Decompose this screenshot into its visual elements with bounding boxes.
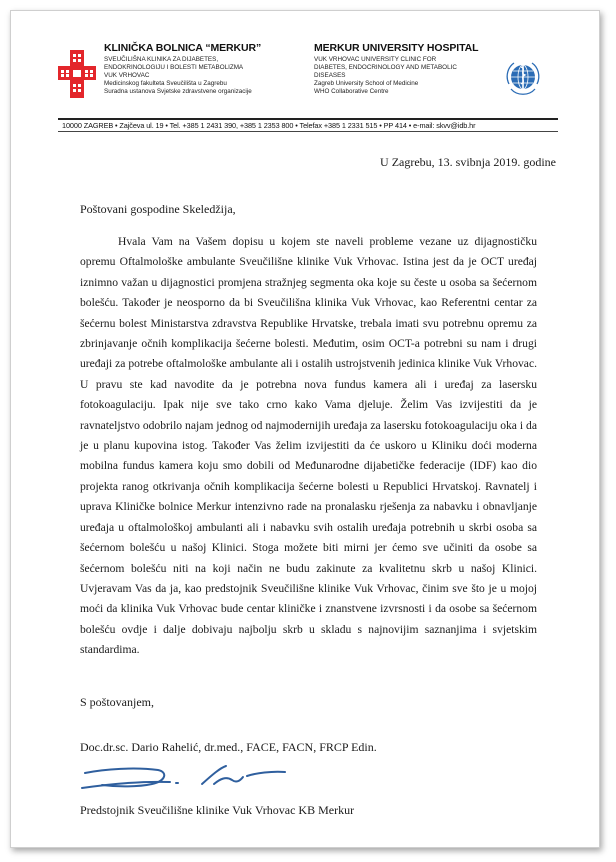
contact-info: 10000 ZAGREB • Zajčeva ul. 19 • Tel. +385 1 2431 390, +385 1 2353 800 • Telefax +385 1 2331 515 • PP 414 • e-mail: skvv@idb.hr — [62, 121, 476, 130]
letterhead-line: ENDOKRINOLOGIJU I BOLESTI METABOLIZMA — [104, 64, 244, 71]
letterhead-line: Zagreb University School of Medicine — [314, 80, 419, 87]
letter-body: Hvala Vam na Vašem dopisu u kojem ste naveli probleme vezane uz dijagnostičku opremu Oftalmološke ambulante Sveučilišne klinike Vuk Vrhovac. Istina jest da je OCT uređaj iznimno važan u dijagnostici promjena stražnjeg segmenta oka koje su česte u osoba sa šećernom bolešću. Također je neosporno da bi Sveučilišna klinika Vuk Vrhovac, kao Referentni centar za šećernu bolest Ministarstva zdravstva Republike Hrvatske, trebala imati svu potrebnu opremu za zbrinjavanje očnih komplikacija šećerne bolesti. Međutim, osim OCT-a potrebni su nam i drugi uređaji za potrebe oftalmološke ambulante ali i ostalih ustrojstvenih jedinica klinike Vuk Vrhovac. U pravu ste kad navodite da je potrebna nova fundus kamera ali i uređaj za lasersku fotokoagulaciju. Ipak nije sve tako crno kako Vama djeluje. Želim Vas izvijestiti da je ravnateljstvo odobrilo najam jednog od najmodernijih uređaja za lasersku fotokoagulaciju oka i da je u planu kupovina istog. Također Vas želim izvijestiti da će uskoro u Kliniku doći moderna mobilna fundus kamera koju smo dobili od Međunarodne dijabetičke federacije (IDF) kao dio projekta ranog otkrivanja očnih komplikacija šećerne bolesti u Republici Hrvatskoj. Ravnatelj i uprava Kliničke bolnice Merkur intenzivno rade na pronalasku rješenja za nabavku i obnavljanje uređaja u oftalmološkoj ambulanti ali i nabavku svih ostalih uređaja potrebnih u skrbi osoba sa šećernom bolešću u našoj Klinici. Stoga možete biti mirni jer ćemo sve učiniti da osobe sa šećernom bolešću niti na koji način ne budu zakinute za kvalitetnu skrb u našoj Klinici. Uvjeravam Vas da ja, kao predstojnik Sveučilišne klinike Vuk Vrhovac, činim sve što je u mojoj moći da klinika Vuk Vrhovac bude centar kliničke i znanstvene izvrsnosti i da osobe sa šećernom bolešću ovdje i dalje dobivaju najbolju skrb u skladu s najnovijim saznanjima i svjetskim standardima. — [80, 235, 537, 657]
letterhead-croatian — [104, 42, 304, 96]
letterhead-line: VUK VRHOVAC UNIVERSITY CLINIC FOR — [314, 56, 437, 63]
letter-salutation: Poštovani gospodine Skeledžija, — [80, 202, 236, 216]
hospital-name-en: MERKUR UNIVERSITY HOSPITAL — [314, 42, 479, 54]
letterhead-line: Medicinskog fakulteta Sveučilišta u Zagrebu — [104, 80, 227, 87]
hospital-cross-logo-icon — [58, 50, 96, 98]
letterhead-line: VUK VRHOVAC — [104, 72, 150, 79]
who-emblem-icon — [502, 58, 544, 100]
hospital-name-hr: KLINIČKA BOLNICA “MERKUR” — [104, 42, 262, 54]
handwritten-signature-icon — [80, 757, 310, 797]
letterhead-line: SVEUČILIŠNA KLINIKA ZA DIJABETES, — [104, 56, 219, 63]
letterhead-line: DISEASES — [314, 72, 346, 79]
letter-date: U Zagrebu, 13. svibnja 2019. godine — [380, 155, 556, 169]
letterhead-line: Suradna ustanova Svjetske zdravstvene organizacije — [104, 88, 252, 95]
letterhead-line: WHO Collaborative Centre — [314, 88, 389, 95]
letterhead-divider — [58, 131, 558, 132]
signer-position: Predstojnik Sveučilišne klinike Vuk Vrhovac KB Merkur — [80, 803, 355, 817]
letter-closing: S poštovanjem, — [80, 695, 154, 709]
letterhead-divider — [58, 118, 558, 120]
letterhead-english — [314, 42, 510, 96]
signer-name: Doc.dr.sc. Dario Rahelić, dr.med., FACE, FACN, FRCP Edin. — [80, 740, 377, 754]
letterhead-line: DIABETES, ENDOCRINOLOGY AND METABOLIC — [314, 64, 457, 71]
letterhead — [58, 42, 562, 112]
